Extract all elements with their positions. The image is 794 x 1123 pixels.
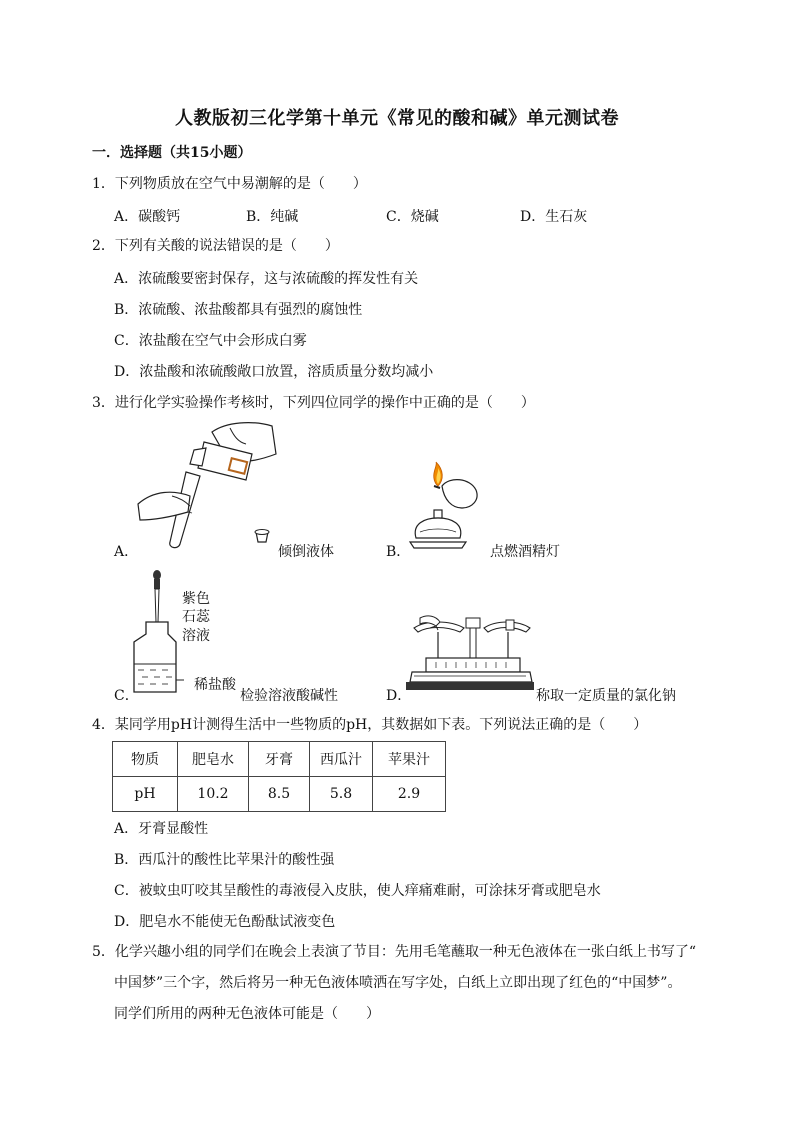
q2-option-c[interactable]: C．浓盐酸在空气中会形成白雾 [114, 333, 307, 349]
acid-label: 稀盐酸 [194, 677, 236, 693]
table-header-cell: 西瓜汁 [310, 742, 373, 777]
alcohol-lamp-figure [404, 462, 494, 552]
pour-liquid-figure [134, 420, 284, 555]
q1-option-b[interactable]: B．纯碱 [246, 209, 299, 225]
table-row [113, 742, 446, 777]
q3-option-a-letter[interactable]: A． [114, 544, 139, 560]
page-title: 人教版初三化学第十单元《常见的酸和碱》单元测试卷 [175, 108, 619, 129]
q4-option-a[interactable]: A．牙膏显酸性 [114, 821, 209, 837]
table-cell: 8.5 [249, 777, 310, 812]
dropper-label-line-1: 紫色 [182, 591, 210, 607]
q3-caption-b: 点燃酒精灯 [490, 544, 560, 560]
table-header-cell: 物质 [113, 742, 178, 777]
table-header-cell: 苹果汁 [373, 742, 446, 777]
table-cell: 5.8 [310, 777, 373, 812]
table-header-cell: 肥皂水 [178, 742, 249, 777]
table-cell: pH [113, 777, 178, 812]
section-heading: 一．选择题（共15小题） [92, 145, 252, 161]
table-header-cell: 牙膏 [249, 742, 310, 777]
q5-line-2: 中国梦”三个字，然后将另一种无色液体喷洒在写字处，白纸上立即出现了红色的“中国梦”。 [114, 975, 682, 991]
q3-stem: 3．进行化学实验操作考核时，下列四位同学的操作中正确的是（ ） [92, 395, 535, 411]
q3-option-d-letter[interactable]: D． [386, 688, 412, 704]
q5-line-3: 同学们所用的两种无色液体可能是（ ） [114, 1006, 380, 1022]
q3-option-b-letter[interactable]: B． [386, 544, 411, 560]
q5-line-1: 5．化学兴趣小组的同学们在晚会上表演了节目：先用毛笔蘸取一种无色液体在一张白纸上书写了“ [92, 944, 697, 960]
table-cell: 10.2 [178, 777, 249, 812]
q3-caption-d: 称取一定质量的氯化钠 [536, 688, 676, 704]
dropper-label-line-3: 溶液 [182, 628, 210, 644]
table-row [113, 777, 446, 812]
q3-caption-a: 倾倒液体 [278, 544, 334, 560]
q3-option-c-letter[interactable]: C． [114, 688, 139, 704]
q2-stem: 2．下列有关酸的说法错误的是（ ） [92, 238, 339, 254]
q4-option-d[interactable]: D．肥皂水不能使无色酚酞试液变色 [114, 914, 336, 930]
q1-option-c[interactable]: C．烧碱 [386, 209, 439, 225]
balance-figure [406, 612, 534, 698]
q3-caption-c: 检验溶液酸碱性 [240, 688, 338, 704]
table-cell: 2.9 [373, 777, 446, 812]
q4-option-b[interactable]: B．西瓜汁的酸性比苹果汁的酸性强 [114, 852, 335, 868]
q2-option-b[interactable]: B．浓硫酸、浓盐酸都具有强烈的腐蚀性 [114, 302, 363, 318]
q2-option-a[interactable]: A．浓硫酸要密封保存，这与浓硫酸的挥发性有关 [114, 271, 419, 287]
q1-option-d[interactable]: D．生石灰 [520, 209, 588, 225]
q2-option-d[interactable]: D．浓盐酸和浓硫酸敞口放置，溶质质量分数均减小 [114, 364, 434, 380]
q1-option-a[interactable]: A．碳酸钙 [114, 209, 181, 225]
q4-option-c[interactable]: C．被蚊虫叮咬其呈酸性的毒液侵入皮肤，使人痒痛难耐，可涂抹牙膏或肥皂水 [114, 883, 601, 899]
ph-table [112, 741, 446, 812]
q4-stem: 4．某同学用pH计测得生活中一些物质的pH，其数据如下表。下列说法正确的是（ ） [92, 717, 648, 733]
q1-stem: 1．下列物质放在空气中易潮解的是（ ） [92, 176, 367, 192]
dropper-bottle-figure [128, 570, 184, 698]
dropper-label-line-2: 石蕊 [182, 609, 210, 625]
